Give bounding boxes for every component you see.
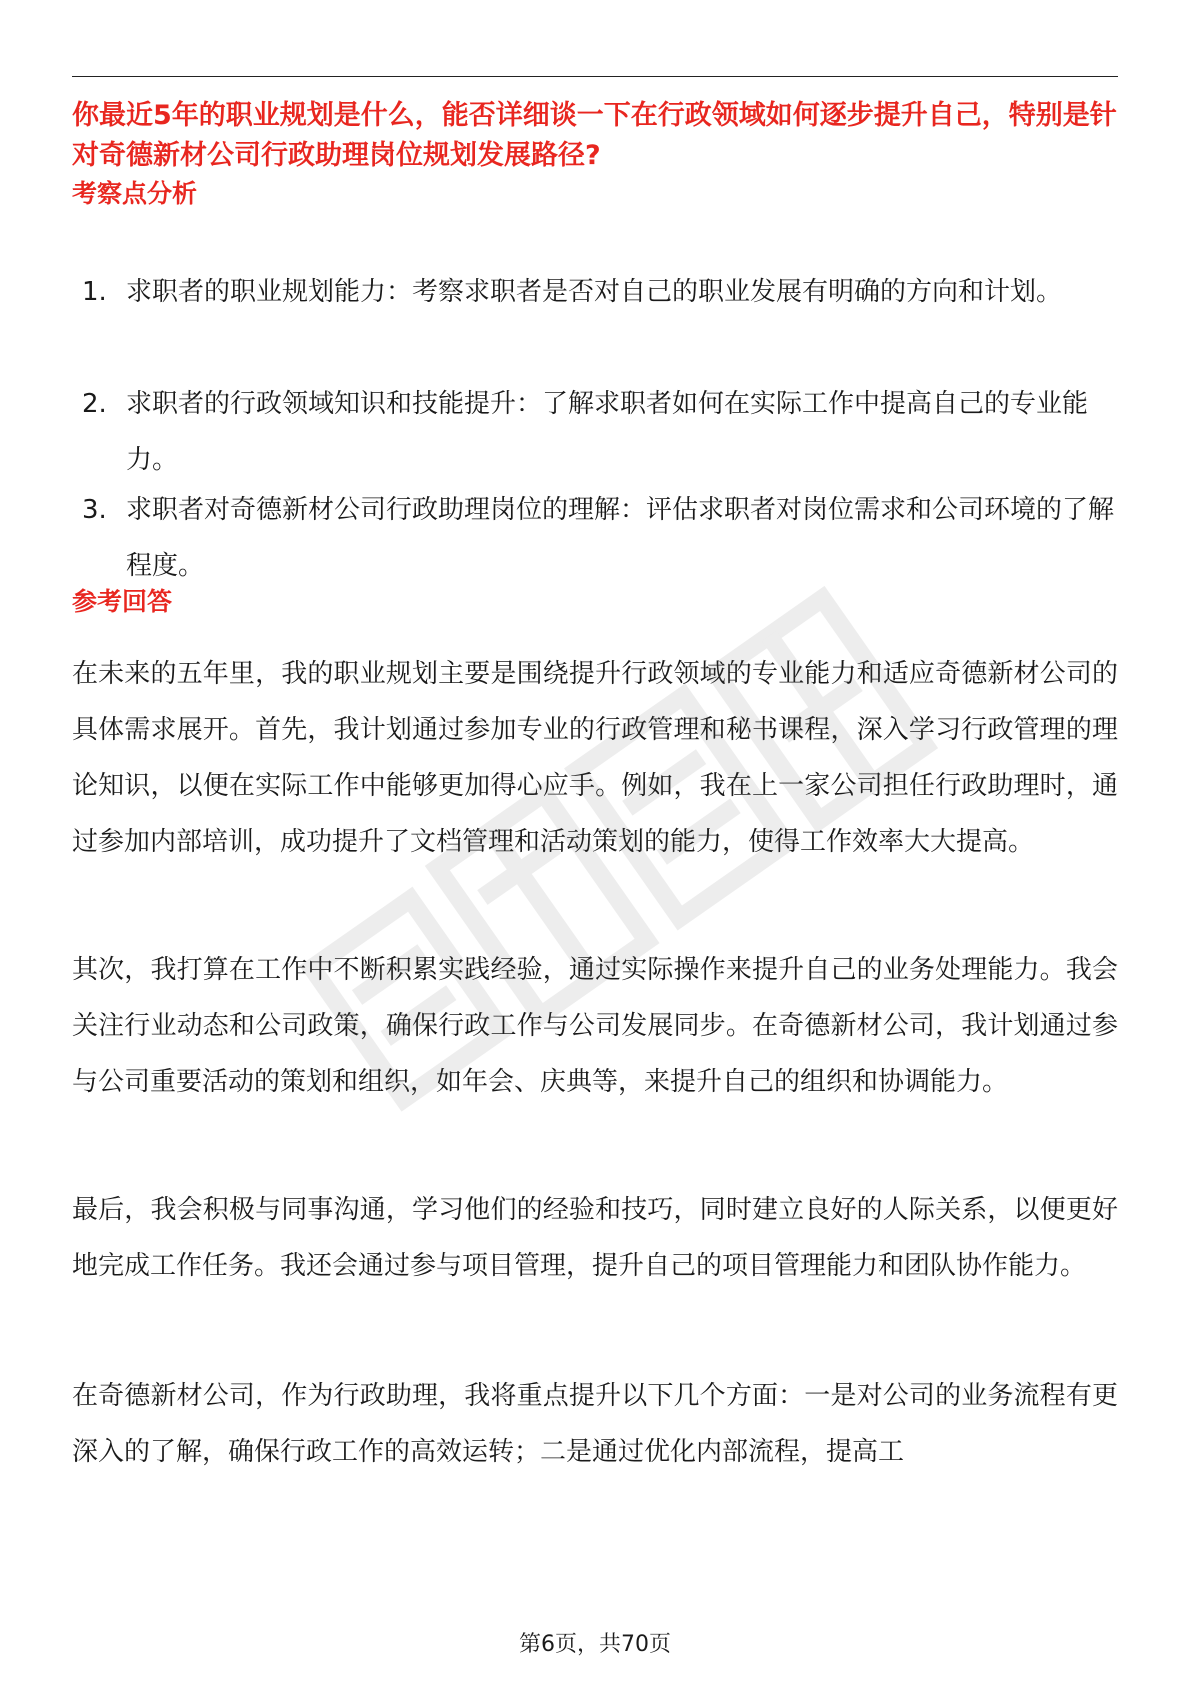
page-footer: 第6页，共70页 — [519, 1632, 671, 1657]
list-item — [82, 376, 1118, 482]
answer-paragraph-1: 在未来的五年里，我的职业规划主要是围绕提升行政领域的专业能力和适应奇德新材公司的具体需求展开。首先，我计划通过参加专业的行政管理和秘书课程，深入学习行政管理的理论知识，以便在实际工作中能够更加得心应手。例如，我在上一家公司担任行政助理时，通过参加内部培训，成功提升了文档管理和活动策划的能力，使得工作效率大大提高。 — [72, 659, 1118, 857]
answer-paragraph-3: 最后，我会积极与同事沟通，学习他们的经验和技巧，同时建立良好的人际关系，以便更好地完成工作任务。我还会通过参与项目管理，提升自己的项目管理能力和团队协作能力。 — [72, 1195, 1118, 1281]
list-item-number: 2. — [82, 389, 107, 419]
top-divider — [72, 76, 1118, 77]
list-item-text: 求职者的职业规划能力：考察求职者是否对自己的职业发展有明确的方向和计划。 — [126, 277, 1063, 307]
interview-question: 你最近5年的职业规划是什么，能否详细谈一下在行政领域如何逐步提升自己，特别是针对奇德新材公司行政助理岗位规划发展路径? — [72, 100, 1117, 171]
list-item — [82, 482, 1118, 594]
answer-paragraph-2: 其次，我打算在工作中不断积累实践经验，通过实际操作来提升自己的业务处理能力。我会关注行业动态和公司政策，确保行政工作与公司发展同步。在奇德新材公司，我计划通过参与公司重要活动的策划和组织，如年会、庆典等，来提升自己的组织和协调能力。 — [72, 955, 1118, 1097]
list-item-text: 求职者对奇德新材公司行政助理岗位的理解：评估求职者对岗位需求和公司环境的了解程度。 — [126, 495, 1115, 581]
list-item — [82, 264, 1118, 376]
list-item-number: 3. — [82, 495, 107, 525]
answer-paragraph-4: 在奇德新材公司，作为行政助理，我将重点提升以下几个方面：一是对公司的业务流程有更深入的了解，确保行政工作的高效运转；二是通过优化内部流程，提高工 — [72, 1381, 1118, 1467]
analysis-heading: 考察点分析 — [72, 179, 198, 208]
answer-heading: 参考回答 — [72, 587, 173, 616]
list-item-text: 求职者的行政领域知识和技能提升：了解求职者如何在实际工作中提高自己的专业能力。 — [126, 389, 1089, 475]
analysis-list — [82, 264, 1118, 594]
list-item-number: 1. — [82, 277, 107, 307]
